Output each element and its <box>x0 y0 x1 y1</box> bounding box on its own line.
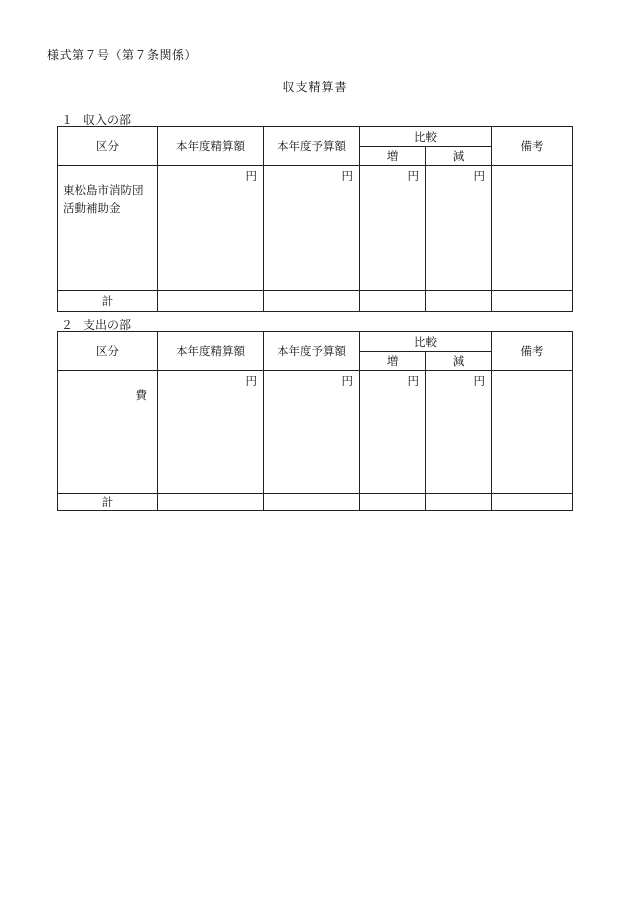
expense-header-row <box>58 332 573 352</box>
expense-section-label: 支出の部 <box>83 318 132 332</box>
expense-settlement-unit: 円 <box>158 371 264 494</box>
income-total-row <box>58 291 573 312</box>
expense-header-budget: 本年度予算額 <box>264 332 360 371</box>
income-header-comparison: 比較 <box>360 127 492 147</box>
income-header-remarks: 備考 <box>492 127 573 166</box>
expense-total-budget <box>264 494 360 511</box>
income-header-settlement: 本年度精算額 <box>158 127 264 166</box>
expense-total-label: 計 <box>58 494 158 511</box>
income-total-label: 計 <box>58 291 158 312</box>
expense-total-decrease <box>426 494 492 511</box>
income-total-increase <box>360 291 426 312</box>
income-body-row <box>58 166 573 291</box>
expense-header-comparison: 比較 <box>360 332 492 352</box>
income-header-increase: 増 <box>360 147 426 166</box>
document-title: 収支精算書 <box>282 80 348 94</box>
income-header-category: 区分 <box>58 127 158 166</box>
expense-budget-unit: 円 <box>264 371 360 494</box>
income-item-line2: 活動補助金 <box>63 201 121 215</box>
income-item-cell <box>58 166 158 291</box>
expense-header-category: 区分 <box>58 332 158 371</box>
expense-remarks-cell <box>492 371 573 494</box>
expense-section-number: ２ <box>61 318 74 332</box>
expense-table <box>57 331 573 511</box>
expense-decrease-unit: 円 <box>426 371 492 494</box>
expense-header-remarks: 備考 <box>492 332 573 371</box>
expense-total-row <box>58 494 573 511</box>
expense-item-cell: 費 <box>58 371 158 494</box>
income-budget-unit: 円 <box>264 166 360 291</box>
income-total-decrease <box>426 291 492 312</box>
expense-total-settlement <box>158 494 264 511</box>
income-section-label: 収入の部 <box>83 113 132 127</box>
income-header-row <box>58 127 573 147</box>
income-settlement-unit: 円 <box>158 166 264 291</box>
income-decrease-unit: 円 <box>426 166 492 291</box>
expense-header-settlement: 本年度精算額 <box>158 332 264 371</box>
income-total-settlement <box>158 291 264 312</box>
form-number: 様式第７号（第７条関係） <box>47 48 198 62</box>
expense-total-remarks <box>492 494 573 511</box>
income-header-budget: 本年度予算額 <box>264 127 360 166</box>
expense-header-decrease: 減 <box>426 352 492 371</box>
income-section-number: １ <box>61 113 74 127</box>
income-table <box>57 126 573 312</box>
expense-header-increase: 増 <box>360 352 426 371</box>
income-item-line1: 東松島市消防団 <box>63 183 144 197</box>
expense-increase-unit: 円 <box>360 371 426 494</box>
expense-total-increase <box>360 494 426 511</box>
income-increase-unit: 円 <box>360 166 426 291</box>
income-header-decrease: 減 <box>426 147 492 166</box>
income-total-budget <box>264 291 360 312</box>
expense-body-row <box>58 371 573 494</box>
income-total-remarks <box>492 291 573 312</box>
income-remarks-cell <box>492 166 573 291</box>
